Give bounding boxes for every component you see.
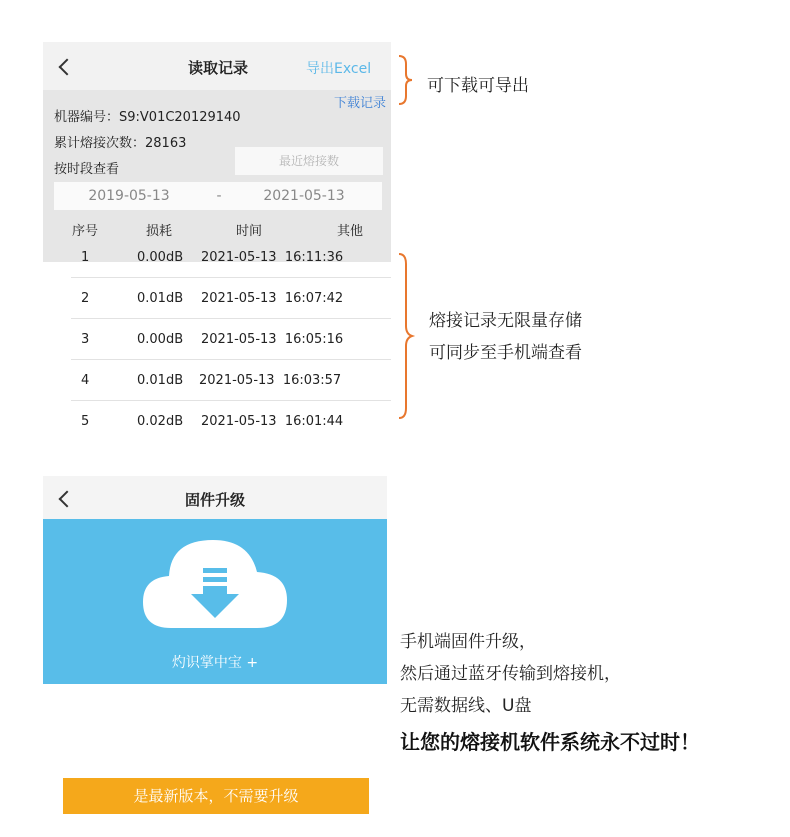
row-time: 2021-05-13 16:05:16 bbox=[201, 332, 344, 347]
row-loss: 0.00dB bbox=[137, 250, 184, 265]
row-loss: 0.02dB bbox=[137, 414, 184, 429]
firmware-desc-line2: 然后通过蓝牙传输到熔接机， bbox=[400, 664, 621, 684]
storage-note-line1: 熔接记录无限量存储 bbox=[429, 311, 582, 331]
storage-note-line2: 可同步至手机端查看 bbox=[429, 343, 582, 363]
column-header-other: 其他 bbox=[336, 224, 363, 239]
row-time: 2021-05-13 16:07:42 bbox=[201, 291, 344, 306]
row-index: 4 bbox=[81, 373, 90, 388]
app-name: 灼识掌中宝 + bbox=[171, 655, 259, 671]
table-row[interactable] bbox=[43, 360, 391, 401]
row-time: 2021-05-13 16:01:44 bbox=[201, 414, 344, 429]
nav-bar bbox=[43, 476, 387, 519]
export-note: 可下载可导出 bbox=[427, 76, 529, 96]
table-row[interactable] bbox=[43, 278, 391, 319]
cloud-download-icon bbox=[141, 538, 289, 630]
row-time: 2021-05-13 16:11:36 bbox=[201, 250, 344, 265]
column-header-index: 序号 bbox=[71, 224, 98, 239]
date-separator: - bbox=[216, 188, 222, 204]
row-loss: 0.01dB bbox=[137, 291, 184, 306]
machine-number: 机器编号：S9:V01C20129140 bbox=[54, 110, 241, 125]
row-time: 2021-05-13 16:03:57 bbox=[199, 373, 342, 388]
row-index: 5 bbox=[81, 414, 90, 429]
row-index: 2 bbox=[81, 291, 90, 306]
row-loss: 0.00dB bbox=[137, 332, 184, 347]
table-row[interactable] bbox=[43, 401, 391, 438]
page-title: 固件升级 bbox=[184, 491, 245, 509]
firmware-banner bbox=[43, 519, 387, 684]
table-row[interactable] bbox=[43, 319, 391, 360]
export-excel-button[interactable]: 导出Excel bbox=[306, 61, 372, 77]
back-arrow-icon[interactable] bbox=[59, 59, 76, 76]
export-bracket-icon bbox=[396, 54, 416, 106]
row-index: 1 bbox=[81, 250, 90, 265]
records-screen bbox=[43, 42, 391, 438]
total-fusion-count: 累计熔接次数：28163 bbox=[54, 136, 187, 151]
row-loss: 0.01dB bbox=[137, 373, 184, 388]
period-label: 按时段查看 bbox=[54, 162, 120, 177]
firmware-status-button[interactable]: 是最新版本，不需要升级 bbox=[63, 778, 369, 814]
storage-bracket-icon bbox=[396, 252, 416, 420]
row-index: 3 bbox=[81, 332, 90, 347]
firmware-screen bbox=[43, 476, 387, 837]
back-arrow-icon[interactable] bbox=[59, 491, 76, 508]
download-records-button[interactable]: 下载记录 bbox=[334, 96, 387, 111]
firmware-desc-line3: 无需数据线、U盘 bbox=[400, 696, 532, 716]
slogan: 让您的熔接机软件系统永不过时！ bbox=[400, 730, 700, 754]
nav-bar bbox=[43, 42, 391, 90]
date-range-bar bbox=[54, 182, 382, 210]
page-title: 读取记录 bbox=[187, 59, 248, 77]
column-header-time: 时间 bbox=[235, 224, 262, 239]
firmware-desc-line1: 手机端固件升级， bbox=[400, 632, 536, 652]
table-row[interactable] bbox=[43, 237, 391, 278]
recent-fusion-button[interactable]: 最近熔接数 bbox=[235, 147, 383, 175]
start-date-field[interactable]: 2019-05-13 bbox=[88, 188, 170, 204]
column-header-loss: 损耗 bbox=[145, 224, 172, 239]
end-date-field[interactable]: 2021-05-13 bbox=[263, 188, 345, 204]
